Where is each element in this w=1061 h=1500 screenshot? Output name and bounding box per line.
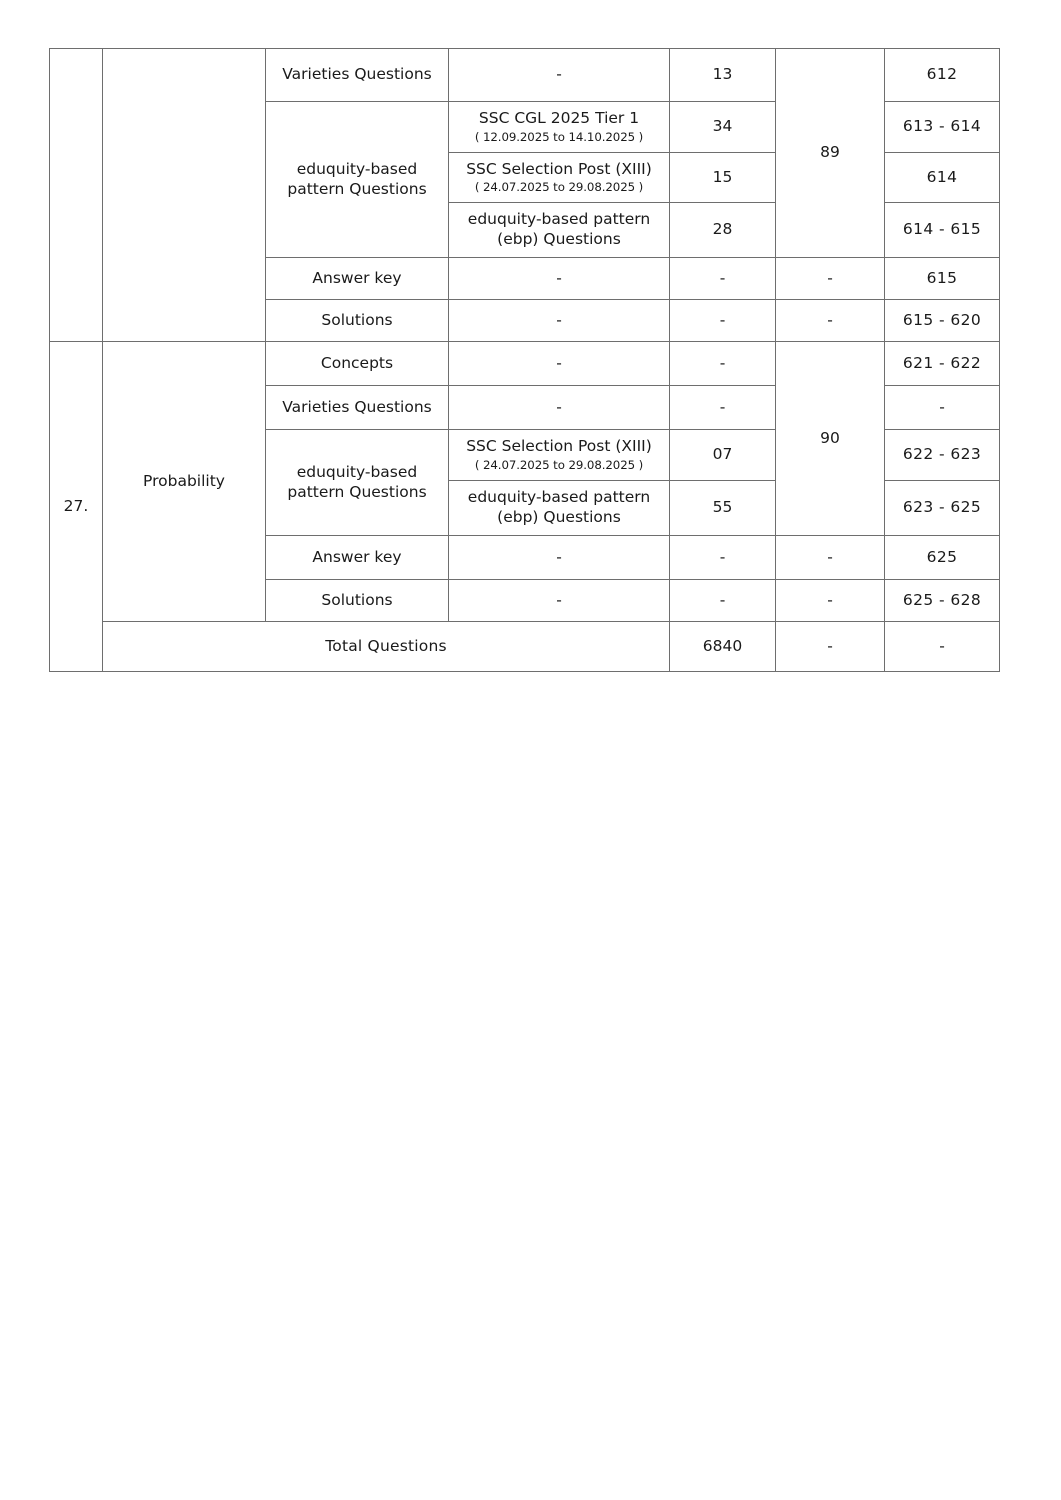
row-label-concepts: Concepts: [266, 342, 449, 386]
exam-cell: -: [449, 300, 670, 342]
table-row: [50, 342, 1000, 386]
exam-dates: ( 24.07.2025 to 29.08.2025 ): [474, 180, 644, 195]
group-total-cell: -: [776, 580, 885, 622]
question-count-cell: -: [670, 258, 776, 300]
question-count-cell: -: [670, 580, 776, 622]
page-range-cell: 622 - 623: [885, 430, 1000, 481]
chapter-name-cell: [103, 49, 266, 342]
total-questions-count: 6840: [670, 622, 776, 672]
serial-number-cell-probability: 27.: [50, 342, 103, 672]
page-range-cell: 621 - 622: [885, 342, 1000, 386]
ebp-line2: (ebp) Questions: [497, 508, 621, 526]
chapter-name-cell-probability: Probability: [103, 342, 266, 622]
exam-cell: -: [449, 386, 670, 430]
exam-cell-ssc-selection-post-xiii: [449, 430, 670, 481]
row-label-solutions: Solutions: [266, 580, 449, 622]
exam-cell: -: [449, 580, 670, 622]
row-label-solutions: Solutions: [266, 300, 449, 342]
row-label-varieties-questions: Varieties Questions: [266, 386, 449, 430]
table-row: [50, 49, 1000, 102]
question-count-cell: 13: [670, 49, 776, 102]
ebp-line1: eduquity-based pattern: [467, 210, 651, 229]
group-total-cell: 89: [776, 49, 885, 258]
question-count-cell: 15: [670, 153, 776, 203]
page-range-cell: 613 - 614: [885, 102, 1000, 153]
total-group-cell: -: [776, 622, 885, 672]
page-range-cell: 625: [885, 536, 1000, 580]
question-count-cell: 55: [670, 481, 776, 536]
exam-name: SSC Selection Post (XIII): [466, 437, 652, 456]
exam-cell-ssc-selection-post-xiii: [449, 153, 670, 203]
page-range-cell: 612: [885, 49, 1000, 102]
exam-name: SSC Selection Post (XIII): [466, 159, 652, 178]
row-label-eduquity-based-pattern-questions: [266, 430, 449, 536]
group-total-cell: 90: [776, 342, 885, 536]
question-count-cell: 34: [670, 102, 776, 153]
eduquity-label-line2: pattern Questions: [287, 179, 427, 198]
row-label-answer-key: Answer key: [266, 258, 449, 300]
page-range-cell: 625 - 628: [885, 580, 1000, 622]
serial-number-cell: [50, 49, 103, 342]
exam-cell: -: [449, 536, 670, 580]
total-pages-cell: -: [885, 622, 1000, 672]
exam-cell: -: [449, 342, 670, 386]
exam-cell-ebp-questions: [449, 203, 670, 258]
exam-cell-ssc-cgl-2025-tier-1: [449, 102, 670, 153]
exam-dates: ( 24.07.2025 to 29.08.2025 ): [474, 457, 644, 472]
group-total-cell: -: [776, 536, 885, 580]
table-row-total: [50, 622, 1000, 672]
ebp-line2: (ebp) Questions: [497, 230, 621, 248]
group-total-cell: -: [776, 258, 885, 300]
eduquity-label-line1: eduquity-based: [296, 159, 418, 178]
exam-name: SSC CGL 2025 Tier 1: [478, 109, 640, 128]
eduquity-label-line1: eduquity-based: [296, 462, 418, 481]
question-count-cell: 07: [670, 430, 776, 481]
exam-cell: -: [449, 49, 670, 102]
question-count-cell: 28: [670, 203, 776, 258]
question-count-cell: -: [670, 300, 776, 342]
page-range-cell: -: [885, 386, 1000, 430]
page-range-cell: 615: [885, 258, 1000, 300]
row-label-answer-key: Answer key: [266, 536, 449, 580]
total-questions-label: Total Questions: [103, 622, 670, 672]
question-count-cell: -: [670, 386, 776, 430]
exam-cell-ebp-questions: [449, 481, 670, 536]
ebp-line1: eduquity-based pattern: [467, 488, 651, 507]
exam-dates: ( 12.09.2025 to 14.10.2025 ): [474, 129, 644, 144]
eduquity-label-line2: pattern Questions: [287, 482, 427, 501]
page-range-cell: 615 - 620: [885, 300, 1000, 342]
group-total-cell: -: [776, 300, 885, 342]
page-range-cell: 614: [885, 153, 1000, 203]
question-count-cell: -: [670, 536, 776, 580]
exam-cell: -: [449, 258, 670, 300]
row-label-varieties-questions: Varieties Questions: [266, 49, 449, 102]
page-range-cell: 623 - 625: [885, 481, 1000, 536]
chapter-contents-table: [49, 48, 1000, 672]
row-label-eduquity-based-pattern-questions: [266, 102, 449, 258]
page-range-cell: 614 - 615: [885, 203, 1000, 258]
question-count-cell: -: [670, 342, 776, 386]
